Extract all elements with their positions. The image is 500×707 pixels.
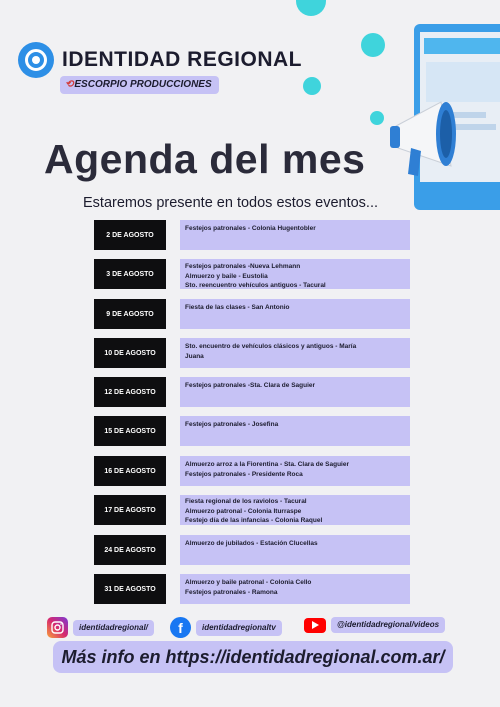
event-line: Sto. reencuentro vehículos antiguos - Tacural — [185, 282, 326, 289]
event-line: Fiesta regional de los raviolos - Tacural — [185, 498, 307, 505]
event-date: 2 DE AGOSTO — [94, 220, 166, 250]
event-description — [180, 299, 410, 329]
decor-dot — [370, 111, 384, 125]
event-date: 31 DE AGOSTO — [94, 574, 166, 604]
event-description — [180, 220, 410, 250]
event-description — [180, 495, 410, 525]
youtube-icon — [304, 618, 326, 633]
event-line: Festejos patronales - Colonia Hugentobler — [185, 225, 316, 232]
page-subtitle: Estaremos presente en todos estos eventos... — [83, 195, 378, 211]
event-description — [180, 338, 410, 368]
event-line: Almuerzo arroz a la Fiorentina - Sta. Clara de Saguier — [185, 461, 349, 468]
instagram-handle[interactable]: identidadregional/ — [73, 620, 154, 636]
event-line: Juana — [185, 352, 204, 360]
event-date: 10 DE AGOSTO — [94, 338, 166, 368]
event-date: 24 DE AGOSTO — [94, 535, 166, 565]
youtube-handle[interactable]: @identidadregional/videos — [331, 617, 445, 633]
scorpion-icon: ⟲ — [65, 79, 74, 90]
social-instagram[interactable] — [47, 617, 154, 638]
megaphone-icon — [386, 96, 476, 180]
brand-header — [18, 42, 302, 78]
instagram-icon — [47, 617, 68, 638]
event-date: 17 DE AGOSTO — [94, 495, 166, 525]
facebook-icon: f — [170, 617, 191, 638]
social-facebook[interactable] — [170, 617, 282, 638]
event-line: Almuerzo patronal - Colonia Iturraspe — [185, 507, 302, 515]
decor-dot — [361, 33, 385, 57]
facebook-handle[interactable]: identidadregionaltv — [196, 620, 282, 636]
event-description — [180, 535, 410, 565]
social-youtube[interactable] — [304, 617, 445, 633]
footer-link[interactable]: Más info en https://identidadregional.com.ar/ — [53, 641, 453, 673]
event-line: Fiesta de las clases - San Antonio — [185, 304, 290, 311]
event-line: Festejos patronales - Ramona — [185, 588, 278, 596]
event-line: Festejos patronales - Presidente Roca — [185, 470, 303, 478]
event-description — [180, 416, 410, 446]
event-date: 3 DE AGOSTO — [94, 259, 166, 289]
event-description — [180, 574, 410, 604]
event-line: Almuerzo y baile patronal - Colonia Cello — [185, 579, 312, 586]
brand-subtitle-text: ESCORPIO PRODUCCIONES — [74, 79, 212, 90]
decor-dot — [303, 77, 321, 95]
event-line: Almuerzo y baile - Eustolia — [185, 272, 268, 280]
decor-dot — [296, 0, 326, 16]
event-line: Almuerzo de jubilados - Estación Clucellas — [185, 540, 318, 547]
event-date: 16 DE AGOSTO — [94, 456, 166, 486]
event-line: Festejo día de las infancias - Colonia Raquel — [185, 517, 323, 524]
event-description — [180, 377, 410, 407]
logo-icon — [18, 42, 54, 78]
social-links — [0, 617, 500, 639]
event-date: 15 DE AGOSTO — [94, 416, 166, 446]
event-date: 9 DE AGOSTO — [94, 299, 166, 329]
event-line: Festejos patronales -Sta. Clara de Saguier — [185, 382, 316, 389]
page-title: Agenda del mes — [44, 136, 366, 182]
brand-subtitle — [60, 76, 219, 94]
brand-title: IDENTIDAD REGIONAL — [62, 48, 302, 71]
event-line: Festejos patronales -Nueva Lehmann — [185, 263, 301, 270]
event-description — [180, 259, 410, 289]
event-line: Sto. encuentro de vehículos clásicos y antiguos - María — [185, 343, 357, 350]
event-date: 12 DE AGOSTO — [94, 377, 166, 407]
event-description — [180, 456, 410, 486]
event-line: Festejos patronales - Josefina — [185, 421, 279, 428]
